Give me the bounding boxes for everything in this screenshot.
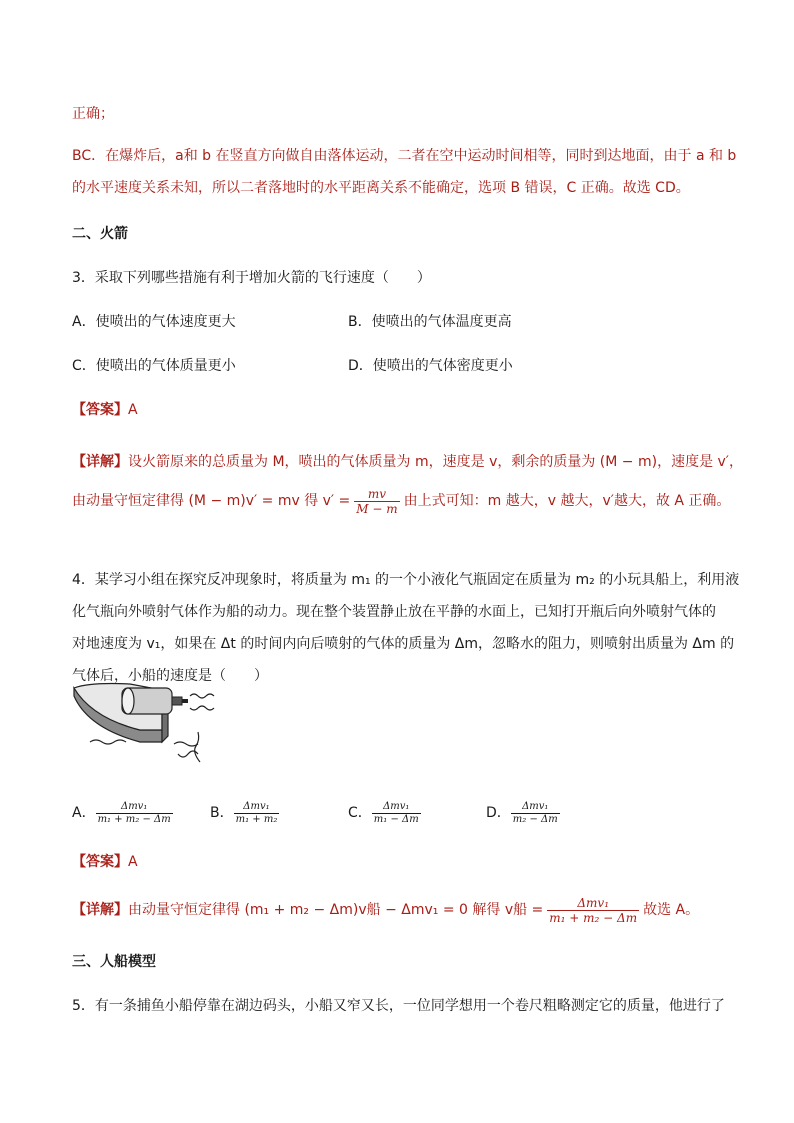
fraction-denominator: M − m (356, 501, 398, 516)
question-4-option-a (72, 796, 173, 830)
answer-value: A (128, 854, 138, 870)
question-4-stem-line2: 化气瓶向外喷射气体作为船的动力。现在整个装置静止放在平静的水面上，已知打开瓶后向外喷射气体的 (72, 604, 716, 620)
answer-label: 【答案】 (72, 854, 128, 870)
detail-text-b: 由上式可知：m 越大，v 越大，v′越大，故 A 正确。 (403, 493, 731, 509)
detail-label: 【详解】 (72, 454, 128, 470)
option-d-fraction (511, 801, 560, 826)
question-4-detail (72, 892, 699, 928)
answer-text-correct: 正确； (72, 106, 114, 122)
option-a-fraction (96, 801, 173, 826)
detail-fraction (547, 896, 639, 925)
explanation-bc-line1: BC．在爆炸后，a和 b 在竖直方向做自由落体运动，二者在空中运动时间相等，同时到达地面，由于 a 和 b (72, 148, 737, 164)
question-3-stem: 3．采取下列哪些措施有利于增加火箭的飞行速度（ ） (72, 270, 431, 286)
answer-value: A (128, 402, 138, 418)
question-4-stem-line3: 对地速度为 v₁，如果在 Δt 的时间内向后喷射的气体的质量为 Δm，忽略水的阻力，则喷射出质量为 Δm 的 (72, 636, 735, 652)
question-3-answer (72, 400, 138, 420)
question-4-option-c (348, 796, 421, 830)
question-4-option-b (210, 796, 279, 830)
fraction-numerator: Δmv₁ (577, 895, 610, 910)
option-a-denominator: m₁ + m₂ − Δm (97, 813, 171, 825)
question-4-answer (72, 852, 138, 872)
option-c-numerator: Δmv₁ (383, 800, 410, 812)
detail-text-a: 由动量守恒定律得 (m₁ + m₂ − Δm)v船 − Δmv₁ = 0 解得 v船 = (128, 902, 544, 918)
option-a-label: A． (72, 805, 96, 821)
section-title-person-boat-model: 三、人船模型 (72, 954, 156, 970)
section-title-rocket: 二、火箭 (72, 226, 128, 242)
toy-boat-illustration (70, 678, 230, 774)
question-5-stem-line1: 5．有一条捕鱼小船停靠在湖边码头，小船又窄又长，一位同学想用一个卷尺粗略测定它的质量，他进行了 (72, 998, 725, 1014)
detail-fraction (354, 487, 399, 516)
question-4-option-d (486, 796, 560, 830)
option-c-fraction (372, 801, 421, 826)
detail-label: 【详解】 (72, 902, 128, 918)
question-3-option-a: A．使喷出的气体速度更大 (72, 314, 236, 330)
question-3-detail-line2 (72, 484, 730, 518)
option-c-denominator: m₁ − Δm (373, 813, 419, 825)
question-4-stem-line4: 气体后，小船的速度是（ ） (72, 668, 268, 684)
option-d-label: D． (486, 805, 511, 821)
option-b-fraction (234, 801, 280, 826)
fraction-numerator: mv (367, 486, 387, 501)
option-d-numerator: Δmv₁ (522, 800, 549, 812)
detail-text: 设火箭原来的总质量为 M，喷出的气体质量为 m，速度是 v，剩余的质量为 (M − m)，速度是 v′， (128, 454, 743, 470)
option-b-denominator: m₁ + m₂ (235, 813, 278, 825)
question-3-option-c: C．使喷出的气体质量更小 (72, 358, 236, 374)
fraction-denominator: m₁ + m₂ − Δm (549, 910, 638, 925)
detail-text-a: 由动量守恒定律得 (M − m)v′ = mv 得 v′ = (72, 493, 351, 509)
question-4-stem-line1: 4．某学习小组在探究反冲现象时，将质量为 m₁ 的一个小液化气瓶固定在质量为 m₂ 的小玩具船上，利用液 (72, 572, 740, 588)
option-d-denominator: m₂ − Δm (512, 813, 558, 825)
question-3-option-d: D．使喷出的气体密度更小 (348, 358, 513, 374)
option-c-label: C． (348, 805, 372, 821)
question-3-option-b: B．使喷出的气体温度更高 (348, 314, 512, 330)
option-a-numerator: Δmv₁ (120, 800, 148, 812)
question-3-detail-line1 (72, 452, 743, 472)
option-b-label: B． (210, 805, 234, 821)
option-b-numerator: Δmv₁ (243, 800, 270, 812)
answer-label: 【答案】 (72, 402, 128, 418)
detail-text-b: 故选 A。 (643, 902, 700, 918)
explanation-bc-line2: 的水平速度关系未知，所以二者落地时的水平距离关系不能确定，选项 B 错误，C 正确。故选 CD。 (72, 180, 690, 196)
